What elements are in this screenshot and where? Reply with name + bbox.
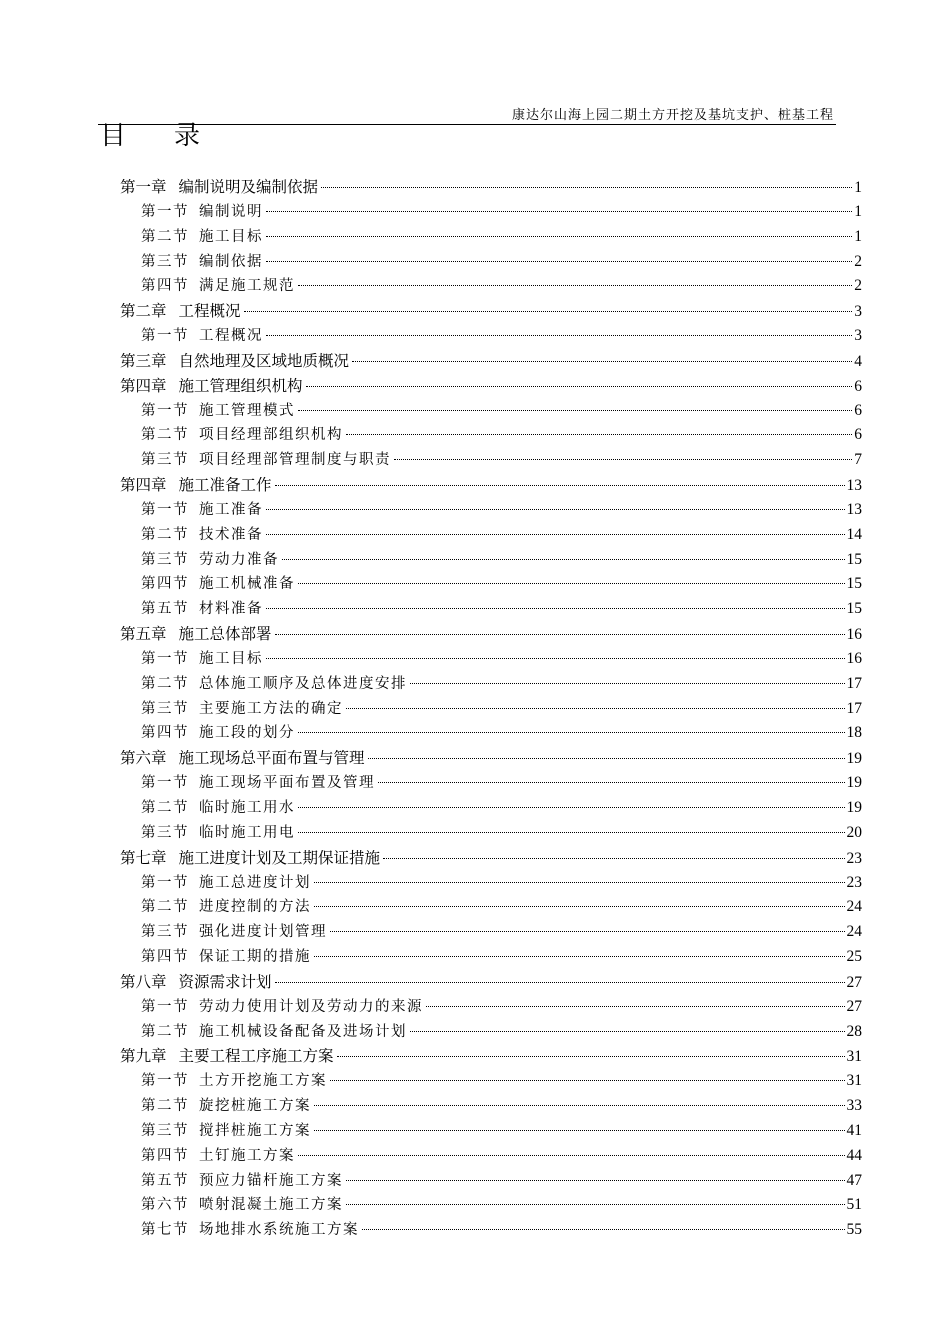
toc-entry-number: 第九章 — [120, 1047, 167, 1066]
toc-entry-title: 土钉施工方案 — [199, 1147, 295, 1164]
toc-entry-number: 第二节 — [141, 899, 189, 916]
toc-page-number: 44 — [846, 1146, 862, 1164]
toc-page-number: 6 — [854, 377, 862, 395]
toc-page-number: 31 — [846, 1048, 862, 1066]
toc-entry-title: 土方开挖施工方案 — [199, 1073, 327, 1090]
toc-page-number: 19 — [846, 799, 862, 816]
toc-page-number: 18 — [846, 724, 862, 742]
toc-entry-title: 施工现场总平面布置与管理 — [178, 749, 365, 768]
toc-entry-number: 第一节 — [141, 775, 189, 792]
toc-entry-title: 临时施工用水 — [199, 800, 295, 816]
toc-entry-number: 第四节 — [141, 1147, 189, 1164]
toc-section-entry[interactable] — [141, 871, 862, 895]
toc-leader-dots — [314, 956, 845, 957]
toc-entry-title: 施工机械设备配备及进场计划 — [199, 1023, 407, 1040]
toc-entry-title: 编制依据 — [199, 253, 263, 270]
toc-section-entry[interactable] — [141, 1020, 862, 1044]
toc-page-number: 24 — [846, 923, 862, 941]
toc-entry-number: 第一节 — [141, 874, 189, 891]
toc-entry-number: 第一节 — [141, 650, 189, 667]
toc-chapter-entry[interactable] — [120, 374, 862, 398]
toc-section-entry[interactable] — [141, 821, 862, 845]
toc-entry-number: 第五节 — [141, 601, 189, 618]
toc-section-entry[interactable] — [141, 597, 862, 621]
toc-entry-number: 第五章 — [120, 625, 167, 644]
toc-leader-dots — [330, 931, 845, 932]
toc-entry-number: 第二章 — [120, 302, 167, 321]
toc-leader-dots — [426, 1006, 845, 1007]
toc-leader-dots — [383, 858, 844, 859]
toc-page-number: 28 — [846, 1022, 862, 1040]
toc-chapter-entry[interactable] — [120, 349, 862, 373]
toc-page-number: 15 — [846, 550, 862, 568]
toc-section-entry[interactable] — [141, 324, 862, 348]
toc-page-number: 19 — [846, 750, 862, 768]
toc-entry-title: 施工准备工作 — [178, 476, 272, 495]
toc-entry-title: 工程概况 — [178, 302, 241, 321]
toc-leader-dots — [352, 361, 852, 362]
toc-leader-dots — [314, 906, 845, 907]
toc-page-number: 20 — [846, 823, 862, 841]
toc-entry-title: 保证工期的措施 — [199, 949, 311, 966]
toc-entry-title: 资源需求计划 — [178, 972, 272, 991]
toc-chapter-entry[interactable] — [120, 175, 862, 199]
toc-section-entry[interactable] — [141, 895, 862, 919]
toc-entry-title: 项目经理部组织机构 — [199, 427, 343, 444]
toc-section-entry[interactable] — [141, 572, 862, 596]
toc-entry-title: 施工进度计划及工期保证措施 — [178, 848, 381, 867]
toc-page-number: 24 — [846, 898, 862, 916]
toc-section-entry[interactable] — [141, 498, 862, 522]
toc-page-number: 4 — [854, 352, 862, 370]
toc-page-number: 15 — [846, 575, 862, 593]
toc-section-entry[interactable] — [141, 1144, 862, 1168]
toc-section-entry[interactable] — [141, 1193, 862, 1217]
toc-leader-dots — [275, 982, 845, 983]
toc-page-number: 15 — [846, 600, 862, 618]
toc-page-number: 1 — [854, 202, 862, 220]
toc-section-entry[interactable] — [141, 1069, 862, 1093]
toc-leader-dots — [410, 1031, 845, 1032]
toc-entry-number: 第三节 — [141, 924, 189, 941]
toc-entry-title: 总体施工顺序及总体进度安排 — [199, 675, 407, 692]
toc-entry-title: 材料准备 — [199, 601, 263, 618]
toc-entry-title: 喷射混凝土施工方案 — [199, 1197, 343, 1214]
toc-section-entry[interactable] — [141, 274, 862, 298]
toc-entry-title: 施工目标 — [199, 228, 263, 245]
toc-section-entry[interactable] — [141, 721, 862, 745]
toc-leader-dots — [266, 211, 852, 212]
toc-entry-number: 第四节 — [141, 949, 189, 966]
toc-leader-dots — [266, 608, 845, 609]
toc-page-number: 6 — [854, 401, 862, 419]
toc-entry-title: 施工段的划分 — [199, 725, 295, 742]
toc-leader-dots — [337, 1056, 845, 1057]
toc-leader-dots — [275, 634, 845, 635]
toc-entry-title: 搅拌桩施工方案 — [199, 1122, 311, 1139]
toc-leader-dots — [266, 509, 845, 510]
toc-leader-dots — [410, 683, 845, 684]
toc-entry-number: 第一章 — [120, 178, 167, 196]
toc-entry-title: 进度控制的方法 — [199, 899, 311, 916]
toc-chapter-entry[interactable] — [120, 299, 862, 323]
toc-page-number: 17 — [846, 674, 862, 692]
toc-entry-title: 施工现场平面布置及管理 — [199, 775, 375, 792]
toc-entry-number: 第一节 — [141, 328, 189, 345]
toc-entry-title: 工程概况 — [199, 328, 263, 345]
toc-leader-dots — [321, 187, 852, 188]
toc-entry-number: 第二节 — [141, 1023, 189, 1040]
toc-page-number: 3 — [854, 327, 862, 345]
toc-leader-dots — [298, 583, 845, 584]
toc-page-number: 41 — [846, 1121, 862, 1139]
toc-page-number: 3 — [854, 303, 862, 321]
toc-entry-number: 第四章 — [120, 376, 167, 395]
toc-page-number: 16 — [846, 649, 862, 667]
toc-leader-dots — [368, 758, 845, 759]
toc-entry-number: 第三节 — [141, 551, 189, 568]
toc-entry-title: 自然地理及区域地质概况 — [178, 351, 350, 370]
toc-section-entry[interactable] — [141, 995, 862, 1019]
toc-page-number: 6 — [854, 426, 862, 444]
toc-section-entry[interactable] — [141, 945, 862, 969]
toc-entry-number: 第四节 — [141, 278, 189, 295]
toc-leader-dots — [298, 1155, 845, 1156]
toc-chapter-entry[interactable] — [120, 846, 862, 870]
toc-entry-title: 技术准备 — [199, 526, 263, 543]
toc-leader-dots — [314, 1105, 845, 1106]
toc-entry-number: 第七节 — [141, 1222, 189, 1239]
toc-chapter-entry[interactable] — [120, 622, 862, 646]
toc-section-entry[interactable] — [141, 1169, 862, 1193]
toc-page-number: 16 — [846, 626, 862, 644]
toc-entry-title: 主要工程工序施工方案 — [178, 1047, 334, 1066]
toc-page-number: 23 — [846, 873, 862, 891]
toc-title-left: 目 — [100, 121, 127, 151]
toc-entry-title: 项目经理部管理制度与职责 — [199, 452, 391, 469]
toc-leader-dots — [266, 335, 852, 336]
toc-leader-dots — [346, 1204, 845, 1205]
toc-entry-number: 第八章 — [120, 972, 167, 991]
toc-entry-number: 第七章 — [120, 848, 167, 867]
toc-section-entry[interactable] — [141, 523, 862, 547]
toc-chapter-entry[interactable] — [120, 746, 862, 770]
toc-page-number: 2 — [854, 252, 862, 270]
toc-entry-title: 临时施工用电 — [199, 824, 295, 841]
toc-section-entry[interactable] — [141, 672, 862, 696]
toc-section-entry[interactable] — [141, 920, 862, 944]
toc-entry-number: 第二节 — [141, 800, 189, 816]
toc-section-entry[interactable] — [141, 399, 862, 423]
toc-entry-number: 第二节 — [141, 427, 189, 444]
toc-page-number: 17 — [846, 699, 862, 717]
toc-leader-dots — [282, 559, 845, 560]
toc-entry-number: 第一节 — [141, 203, 189, 220]
toc-page-number: 13 — [846, 500, 862, 518]
toc-leader-dots — [378, 782, 845, 783]
toc-entry-number: 第三节 — [141, 253, 189, 270]
toc-leader-dots — [346, 434, 852, 435]
toc-section-entry[interactable] — [141, 250, 862, 274]
toc-page-number: 14 — [846, 525, 862, 543]
toc-entry-number: 第三节 — [141, 824, 189, 841]
toc-section-entry[interactable] — [141, 448, 862, 472]
toc-page-number: 27 — [846, 973, 862, 991]
toc-page-number: 25 — [846, 948, 862, 966]
toc-section-entry[interactable] — [141, 200, 862, 224]
toc-entry-title: 场地排水系统施工方案 — [199, 1222, 359, 1239]
toc-entry-title: 施工目标 — [199, 650, 263, 667]
toc-entry-number: 第三节 — [141, 1122, 189, 1139]
toc-entry-number: 第三节 — [141, 700, 189, 717]
toc-entry-number: 第一节 — [141, 1073, 189, 1090]
toc-chapter-entry[interactable] — [120, 970, 862, 994]
toc-entry-title: 施工管理模式 — [199, 402, 295, 419]
toc-entry-title: 主要施工方法的确定 — [199, 700, 343, 717]
toc-entry-title: 预应力锚杆施工方案 — [199, 1172, 343, 1189]
toc-leader-dots — [275, 485, 845, 486]
toc-section-entry[interactable] — [141, 647, 862, 671]
toc-page-number: 2 — [854, 277, 862, 295]
page-header: 康达尔山海上园二期土方开挖及基坑支护、桩基工程 — [511, 108, 834, 123]
toc-entry-number: 第一节 — [141, 998, 189, 1015]
toc-page-number: 7 — [854, 451, 862, 469]
toc-entry-title: 施工总进度计划 — [199, 874, 311, 891]
toc-leader-dots — [266, 236, 852, 237]
toc-chapter-entry[interactable] — [120, 473, 862, 497]
toc-entry-title: 施工总体部署 — [178, 625, 272, 644]
toc-page-number: 1 — [854, 179, 862, 196]
toc-entry-number: 第六章 — [120, 749, 167, 768]
toc-entry-number: 第四节 — [141, 576, 189, 593]
toc-section-entry[interactable] — [141, 225, 862, 249]
toc-entry-title: 编制说明及编制依据 — [178, 178, 319, 196]
toc-page-number: 27 — [846, 997, 862, 1015]
toc-entry-title: 满足施工规范 — [199, 278, 295, 295]
toc-leader-dots — [298, 285, 852, 286]
toc-section-entry[interactable] — [141, 548, 862, 572]
toc-section-entry[interactable] — [141, 1218, 862, 1242]
toc-leader-dots — [314, 1130, 845, 1131]
toc-entry-number: 第一节 — [141, 501, 189, 518]
toc-leader-dots — [306, 386, 853, 387]
toc-leader-dots — [298, 410, 852, 411]
toc-page-number: 55 — [846, 1221, 862, 1239]
toc-entry-number: 第二节 — [141, 228, 189, 245]
toc-entry-title: 劳动力准备 — [199, 551, 279, 568]
toc-leader-dots — [346, 1180, 845, 1181]
toc-entry-title: 编制说明 — [199, 203, 263, 220]
toc-section-entry[interactable] — [141, 423, 862, 447]
toc-leader-dots — [346, 708, 845, 709]
toc-entry-number: 第二节 — [141, 675, 189, 692]
toc-entry-number: 第一节 — [141, 402, 189, 419]
toc-section-entry[interactable] — [141, 1094, 862, 1118]
toc-page-number: 13 — [846, 477, 862, 495]
toc-leader-dots — [298, 732, 845, 733]
toc-entry-number: 第四节 — [141, 725, 189, 742]
toc-leader-dots — [266, 658, 845, 659]
toc-entry-title: 施工机械准备 — [199, 576, 295, 593]
toc-entry-title: 施工管理组织机构 — [178, 376, 303, 395]
toc-page-number: 31 — [846, 1072, 862, 1090]
toc-section-entry[interactable] — [141, 771, 862, 795]
toc-entry-title: 旋挖桩施工方案 — [199, 1098, 311, 1115]
toc-leader-dots — [330, 1080, 845, 1081]
toc-entry-number: 第五节 — [141, 1172, 189, 1189]
toc-page-number: 19 — [846, 774, 862, 792]
toc-entry-number: 第二节 — [141, 526, 189, 543]
toc-leader-dots — [314, 882, 845, 883]
toc-entry-number: 第三章 — [120, 351, 167, 370]
toc-leader-dots — [266, 261, 852, 262]
toc-entry-title: 劳动力使用计划及劳动力的来源 — [199, 998, 423, 1015]
toc-entry-title: 强化进度计划管理 — [199, 924, 327, 941]
toc-leader-dots — [298, 832, 845, 833]
toc-leader-dots — [244, 311, 853, 312]
toc-section-entry[interactable] — [141, 1119, 862, 1143]
toc-chapter-entry[interactable] — [120, 1044, 862, 1068]
toc-entry-number: 第四章 — [120, 476, 167, 495]
toc-leader-dots — [394, 459, 852, 460]
toc-section-entry[interactable] — [141, 697, 862, 721]
toc-section-entry[interactable] — [141, 796, 862, 820]
toc-leader-dots — [266, 534, 845, 535]
toc-entry-number: 第三节 — [141, 452, 189, 469]
toc-entry-number: 第二节 — [141, 1098, 189, 1115]
toc-page-number: 33 — [846, 1097, 862, 1115]
toc-page-number: 51 — [846, 1196, 862, 1214]
toc-page-number: 23 — [846, 849, 862, 867]
toc-leader-dots — [298, 807, 845, 808]
toc-title-right: 录 — [174, 121, 201, 151]
toc-entry-number: 第六节 — [141, 1197, 189, 1214]
toc-page-number: 1 — [854, 227, 862, 245]
toc-entry-title: 施工准备 — [199, 501, 263, 518]
toc-leader-dots — [362, 1229, 845, 1230]
toc-page-number: 47 — [846, 1171, 862, 1189]
